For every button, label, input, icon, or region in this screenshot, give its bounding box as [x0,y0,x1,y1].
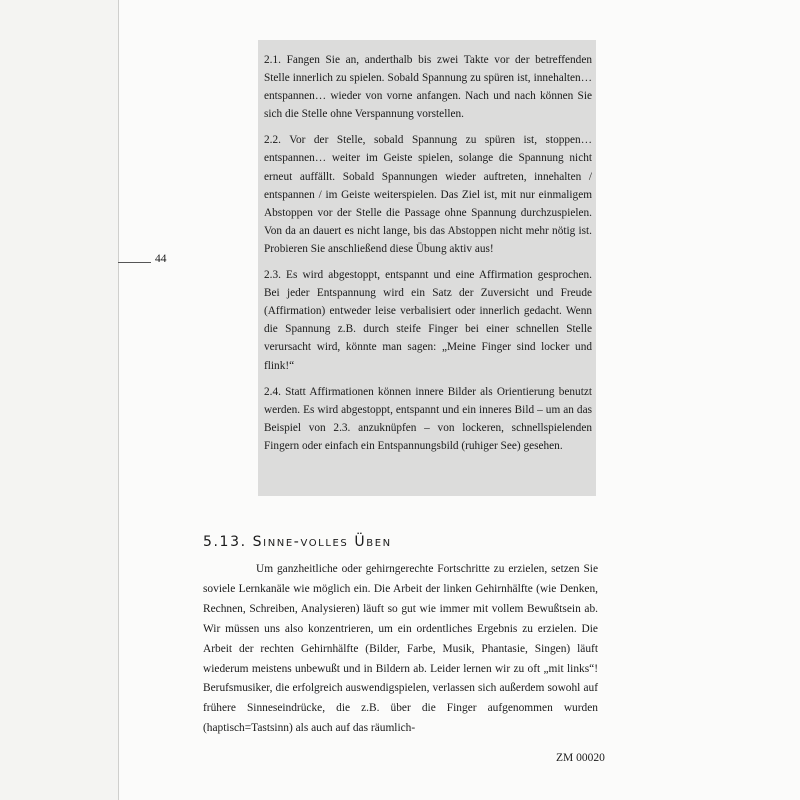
page-number: 44 [155,253,167,265]
footer-code: ZM 00020 [556,752,605,764]
page-number-rule [118,262,151,263]
exercise-paragraph-2-3: 2.3. Es wird abgestoppt, entspannt und eine Affirmation gesprochen. Bei jeder Entspannung wird ein Satz der Zuversicht und Freude (Affirmation) entweder leise verbalisiert oder innerlich gedacht. Wenn die Spannung z.B. durch steife Finger bei einer schnellen Stelle verursacht wird, könnte man sagen: „Meine Finger sind locker und flink!“ [264,269,592,372]
exercise-paragraph-2-4: 2.4. Statt Affirmationen können innere Bilder als Orientierung benutzt werden. Es wird abgestoppt, entspannt und ein inneres Bild – um an das Beispiel von 2.3. anzuknüpfen – von lockeren, schnellspielenden Fingern oder einfach ein Entspannungsbild (ruhiger See) gesehen. [264,385,592,452]
exercise-paragraph-2-2: 2.2. Vor der Stelle, sobald Spannung zu spüren ist, stoppen… entspannen… weiter im Geiste spielen, solange die Spannung nicht erneut auffällt. Sobald Spannungen wieder auftreten, innehalten / entspannen / im Geiste weiterspielen. Das Ziel ist, mit nur einmaligem Abstoppen vor der Stelle die Passage ohne Spannung durchzuspielen. Von da an dauert es nicht lange, bis das Abstoppen nicht mehr nötig ist. Probieren Sie anschließend diese Übung aktiv aus! [264,134,592,255]
exercise-paragraph-2-1: 2.1. Fangen Sie an, anderthalb bis zwei Takte vor der betreffenden Stelle innerlich zu spielen. Sobald Spannung zu spüren ist, innehalten… entspannen… wieder von vorne anfangen. Nach und nach können Sie sich die Stelle ohne Verspannung vorstellen. [264,54,592,121]
exercise-box-content [264,51,592,463]
section-title: 5.13. Sinne-volles Üben [203,534,392,550]
exercise-box [258,40,596,496]
body-paragraph: Um ganzheitliche oder gehirngerechte Fortschritte zu erzielen, setzen Sie soviele Lernkanäle wie möglich ein. Die Arbeit der linken Gehirnhälfte (wie Denken, Rechnen, Schreiben, Analysieren) läuft so gut wie immer mit vollem Bewußtsein ab. Wir müssen uns also konzentrieren, um ein ordentliches Ergebnis zu erzielen. Die Arbeit der rechten Gehirnhälfte (Bilder, Farbe, Musik, Phantasie, Singen) läuft wiederum meistens unbewußt und in Bildern ab. Leider lernen wir zu oft „mit links“! Berufsmusiker, die erfolgreich auswendigspielen, verlassen sich außerdem sowohl auf frühere Sinneseindrücke, die z.B. über die Finger aufgenommen wurden (haptisch=Tastsinn) als auch auf das räumlich- [203,563,598,735]
